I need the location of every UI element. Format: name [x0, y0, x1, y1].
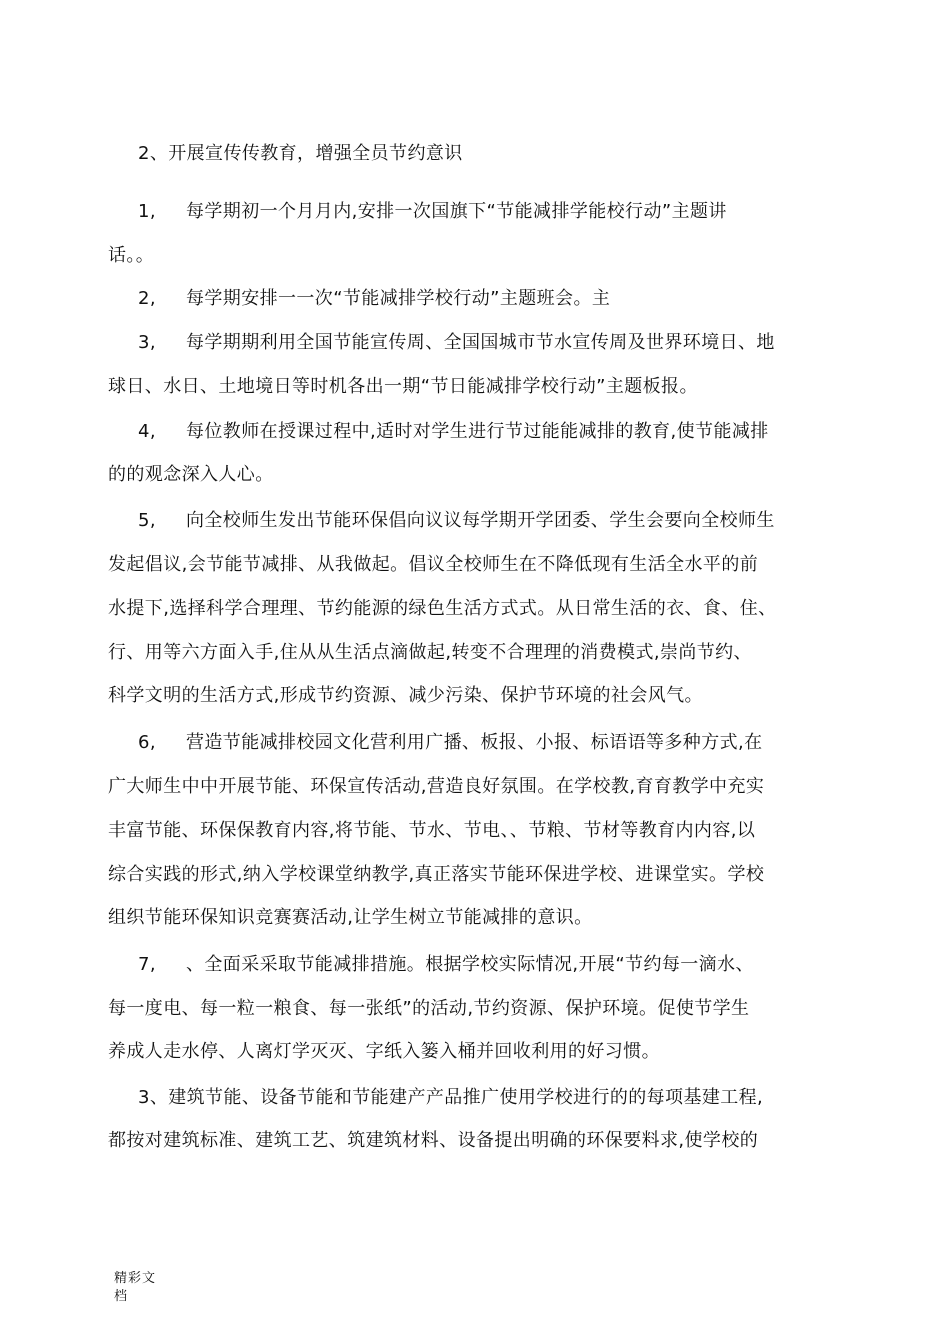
item-number: 1, [138, 201, 156, 222]
paragraph-4-line-1 [138, 421, 878, 443]
paragraph-4-line-2: 的的观念深入人心。 [108, 464, 274, 485]
footer-line-1: 精彩文 [114, 1271, 157, 1286]
item-number: 7, [138, 954, 156, 975]
section-3-line-2: 都按对建筑标准、建筑工艺、筑建筑材料、设备提出明确的环保要料求,使学校的 [108, 1130, 759, 1151]
section-heading-2 [138, 143, 878, 165]
paragraph-1-line-2: 话。。 [108, 245, 155, 266]
paragraph-text: 每学期初一个月月内,安排一次国旗下“节能减排学能校行动”主题讲 [186, 201, 727, 222]
paragraph-5-line-5: 科学文明的生活方式,形成节约资源、减少污染、保护节环境的社会风气。 [108, 685, 703, 706]
paragraph-text: 每学期安排一一次“节能减排学校行动”主题班会。主 [186, 288, 611, 309]
item-number: 5, [138, 510, 156, 531]
paragraph-5-line-1 [138, 510, 878, 532]
item-number: 3, [138, 332, 156, 353]
heading-text: 2、开展宣传传教育，增强全员节约意识 [138, 143, 463, 164]
paragraph-5-line-3: 水提下,选择科学合理理、节约能源的绿色生活方式式。从日常生活的衣、食、住、 [108, 598, 777, 619]
paragraph-7-line-1 [138, 954, 878, 976]
item-number: 6, [138, 732, 156, 753]
paragraph-6-line-2: 广大师生中中开展节能、环保宣传活动,营造良好氛围。在学校教,育育教学中充实 [108, 776, 765, 797]
paragraph-3-line-2: 球日、水日、土地境日等时机各出一期“节日能减排学校行动”主题板报。 [108, 376, 698, 397]
paragraph-6-line-3: 丰富节能、环保保教育内容,将节能、节水、节电、、节粮、节材等教育内内容,以 [108, 820, 756, 841]
footer-line-2: 档 [114, 1289, 129, 1304]
paragraph-7-line-2: 每一度电、每一粒一粮食、每一张纸”的活动,节约资源、保护环境。促使节学生 [108, 998, 750, 1019]
paragraph-text: 向全校师生发出节能环保倡向议议每学期开学团委、学生会要向全校师生 [186, 510, 775, 531]
item-number: 2, [138, 288, 156, 309]
paragraph-3-line-1 [138, 332, 878, 354]
paragraph-5-line-2: 发起倡议,会节能节减排、从我做起。倡议全校师生在不降低现有生活全水平的前 [108, 554, 759, 575]
paragraph-5-line-4: 行、用等六方面入手,住从从生活点滴做起,转变不合理理的消费模式,崇尚节约、 [108, 642, 752, 663]
paragraph-text: 营造节能减排校园文化营利用广播、板报、小报、标语语等多种方式,在 [186, 732, 763, 753]
item-number: 4, [138, 421, 156, 442]
paragraph-6-line-1 [138, 732, 878, 754]
footer-watermark [114, 1270, 174, 1306]
paragraph-text: 每学期期利用全国节能宣传周、全国国城市节水宣传周及世界环境日、地 [186, 332, 775, 353]
paragraph-text: 每位教师在授课过程中,适时对学生进行节过能能减排的教育,使节能减排 [186, 421, 769, 442]
paragraph-6-line-4: 综合实践的形式,纳入学校课堂纳教学,真正落实节能环保进学校、进课堂实。学校 [108, 864, 765, 885]
paragraph-2-line-1 [138, 288, 878, 310]
paragraph-1-line-1 [138, 201, 878, 223]
paragraph-7-line-3: 养成人走水停、人离灯学灭灭、字纸入篓入桶并回收利用的好习惯。 [108, 1041, 660, 1062]
paragraph-text: 、全面采采取节能减排措施。根据学校实际情况,开展“节约每一滴水、 [186, 954, 754, 975]
paragraph-6-line-5: 组织节能环保知识竞赛赛活动,让学生树立节能减排的意识。 [108, 907, 593, 928]
heading-text: 3、建筑节能、设备节能和节能建产产品推广使用学校进行的的每项基建工程, [138, 1087, 764, 1108]
section-heading-3 [138, 1087, 878, 1109]
